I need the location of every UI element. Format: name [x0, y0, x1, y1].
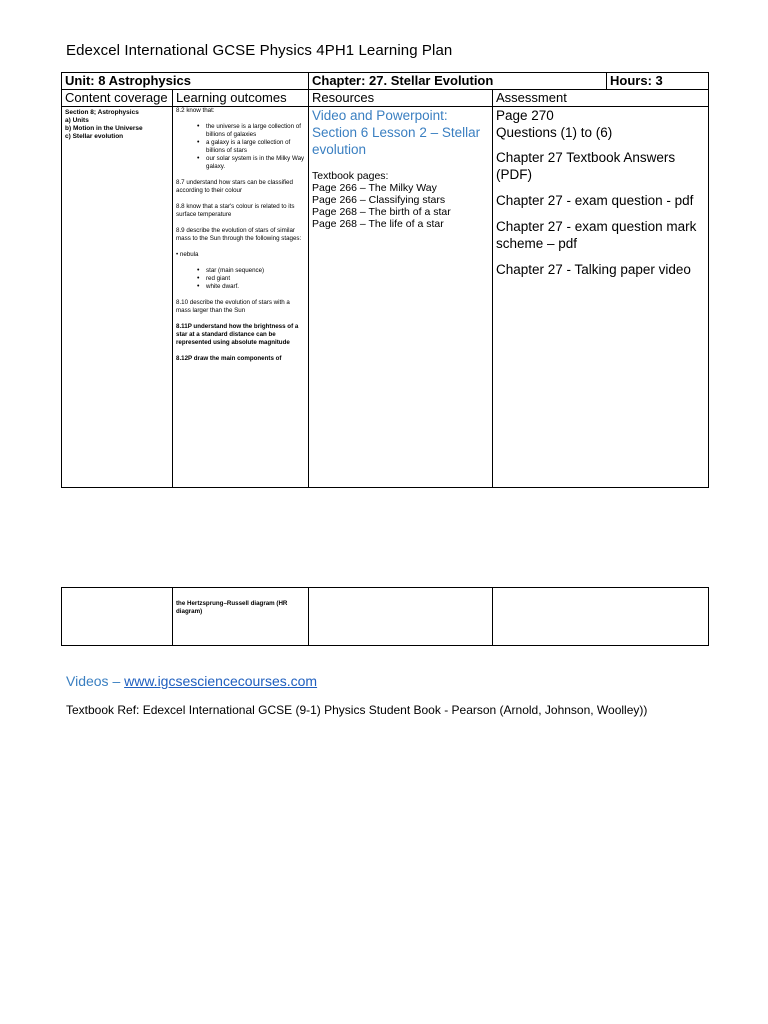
continuation-table [61, 587, 709, 646]
assessment-item: Page 270 Questions (1) to (6) [496, 108, 613, 140]
list-item: Page 266 – The Milky Way [312, 182, 437, 194]
assessment-item: Chapter 27 - Talking paper video [496, 262, 691, 277]
resources-header: Resources [309, 90, 493, 107]
assessment-header: Assessment [493, 90, 709, 107]
learning-outcomes-cell [173, 107, 309, 488]
chapter-cell: Chapter: 27. Stellar Evolution [309, 73, 607, 90]
videos-line [66, 673, 317, 689]
assessment-item: Chapter 27 - exam question - pdf [496, 193, 694, 208]
coverage-item: c) Stellar evolution [65, 133, 124, 140]
header-row [62, 73, 709, 90]
list-item: • star (main sequence) [206, 267, 305, 275]
outcome-8-9: 8.9 describe the evolution of stars of similar mass to the Sun through the following stages: [176, 227, 302, 242]
outcome-8-11p: 8.11P understand how the brightness of a star at a standard distance can be represented using absolute magnitude [176, 323, 299, 346]
list-item: • our solar system is in the Milky Way galaxy. [206, 155, 305, 171]
document-title: Edexcel International GCSE Physics 4PH1 Learning Plan [66, 42, 453, 59]
outcome-8-2-list [176, 123, 305, 171]
outcome-8-2: 8.2 know that: [176, 107, 215, 114]
content-row [62, 107, 709, 488]
outcome-8-10: 8.10 describe the evolution of stars with a mass larger than the Sun [176, 299, 290, 314]
section-title: Section 8; Astrophysics [65, 109, 139, 116]
learning-outcomes-header: Learning outcomes [173, 90, 309, 107]
content-coverage-cell [62, 107, 173, 488]
list-item: • a galaxy is a large collection of billions of stars [206, 139, 305, 155]
continuation-assessment-cell [493, 588, 709, 646]
coverage-item: b) Motion in the Universe [65, 125, 143, 132]
textbook-reference: Textbook Ref: Edexcel International GCSE (9-1) Physics Student Book - Pearson (Arnold, Johnson, Woolley)) [66, 703, 648, 717]
list-item: • red giant [206, 275, 305, 283]
videos-prefix: Videos – [66, 673, 125, 689]
outcome-8-9-nebula: • nebula [176, 251, 199, 258]
continuation-row [62, 588, 709, 646]
outcome-8-7: 8.7 understand how stars can be classified according to their colour [176, 179, 293, 194]
unit-cell: Unit: 8 Astrophysics [62, 73, 309, 90]
outcome-8-8: 8.8 know that a star's colour is related to its surface temperature [176, 203, 295, 218]
list-item: Page 268 – The life of a star [312, 218, 444, 230]
assessment-item: Chapter 27 - exam question mark scheme – pdf [496, 219, 697, 251]
list-item: • white dwarf. [206, 283, 305, 291]
video-powerpoint-link[interactable]: Video and Powerpoint: Section 6 Lesson 2 – Stellar evolution [312, 108, 481, 157]
hours-cell: Hours: 3 [607, 73, 709, 90]
content-coverage-header: Content coverage [62, 90, 173, 107]
textbook-pages-title: Textbook pages: [312, 170, 389, 182]
outcome-8-12p: 8.12P draw the main components of [176, 355, 282, 362]
videos-url-link[interactable]: www.igcsesciencecourses.com [124, 673, 318, 689]
textbook-pages [312, 170, 489, 230]
list-item: Page 268 – The birth of a star [312, 206, 451, 218]
list-item: • the universe is a large collection of billions of galaxies [206, 123, 305, 139]
outcome-8-12p-continued: the Hertzsprung–Russell diagram (HR diagram) [176, 600, 288, 615]
outcome-8-9-list [176, 267, 305, 291]
assessment-item: Chapter 27 Textbook Answers (PDF) [496, 150, 676, 182]
continuation-resources-cell [309, 588, 493, 646]
column-header-row [62, 90, 709, 107]
list-item: Page 266 – Classifying stars [312, 194, 446, 206]
continuation-content-cell [62, 588, 173, 646]
learning-plan-table [61, 72, 709, 488]
coverage-item: a) Units [65, 117, 89, 124]
assessment-cell [493, 107, 709, 488]
continuation-outcomes-cell [173, 588, 309, 646]
resources-cell [309, 107, 493, 488]
